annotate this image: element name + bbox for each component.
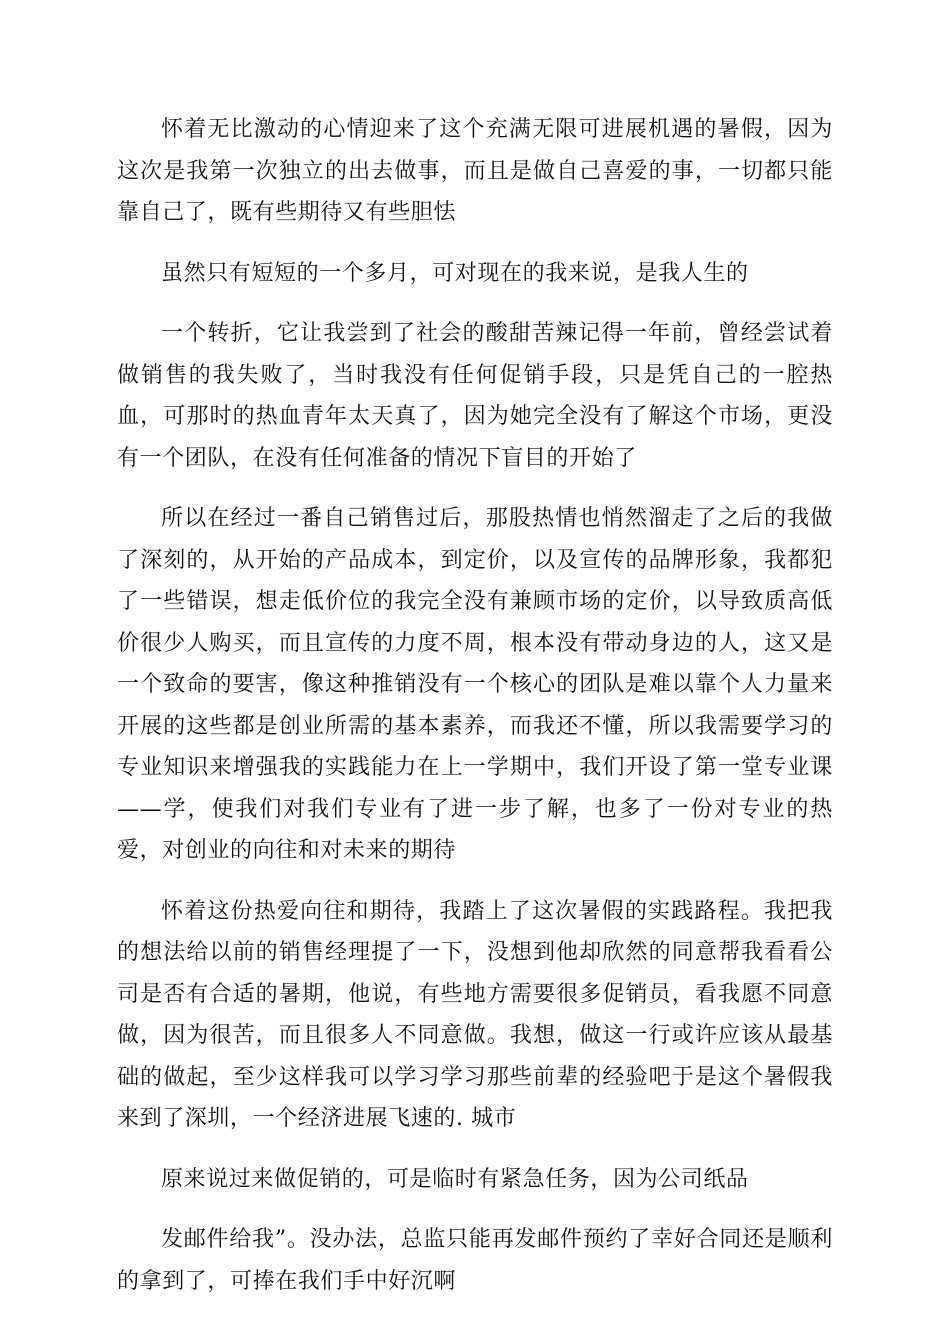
paragraph-1: 怀着无比激动的心情迎来了这个充满无限可进展机遇的暑假，因为这次是我第一次独立的出去做事，而且是做自己喜爱的事，一切都只能靠自己了，既有些期待又有些胆怯 (117, 117, 833, 225)
document-page (117, 109, 833, 1321)
paragraph-5: 怀着这份热爱向往和期待，我踏上了这次暑假的实践路程。我把我的想法给以前的销售经理提了一下，没想到他却欣然的同意帮我看看公司是否有合适的暑期，他说，有些地方需要很多促销员，看我愿不同意做，因为很苦，而且很多人不同意做。我想，做这一行或许应该从最基础的做起，至少这样我可以学习学习那些前辈的经验吧于是这个暑假我来到了深圳，一个经济进展飞速的. 城市 (117, 898, 833, 1131)
paragraph-7: 发邮件给我”。没办法，总监只能再发邮件预约了幸好合同还是顺利的拿到了，可捧在我们手中好沉啊 (117, 1227, 833, 1294)
paragraph-4: 所以在经过一番自己销售过后，那股热情也悄然溜走了之后的我做了深刻的，从开始的产品成本，到定价，以及宣传的品牌形象，我都犯了一些错误，想走低价位的我完全没有兼顾市场的定价，以导致质高低价很少人购买，而且宣传的力度不周，根本没有带动身边的人，这又是一个致命的要害，像这种推销没有一个核心的团队是难以靠个人力量来开展的这些都是创业所需的基本素养，而我还不懂，所以我需要学习的专业知识来增强我的实践能力在上一学期中，我们开设了第一堂专业课——学，使我们对我们专业有了进一步了解，也多了一份对专业的热爱，对创业的向往和对未来的期待 (117, 506, 833, 863)
paragraph-3: 一个转折，它让我尝到了社会的酸甜苦辣记得一年前，曾经尝试着做销售的我失败了，当时我没有任何促销手段，只是凭自己的一腔热血，可那时的热血青年太天真了，因为她完全没有了解这个市场，更没有一个团队，在没有任何准备的情况下盲目的开始了 (117, 321, 833, 471)
paragraph-6: 原来说过来做促销的，可是临时有紧急任务，因为公司纸品 (161, 1166, 749, 1192)
paragraph-2: 虽然只有短短的一个多月，可对现在的我来说，是我人生的 (161, 260, 749, 286)
